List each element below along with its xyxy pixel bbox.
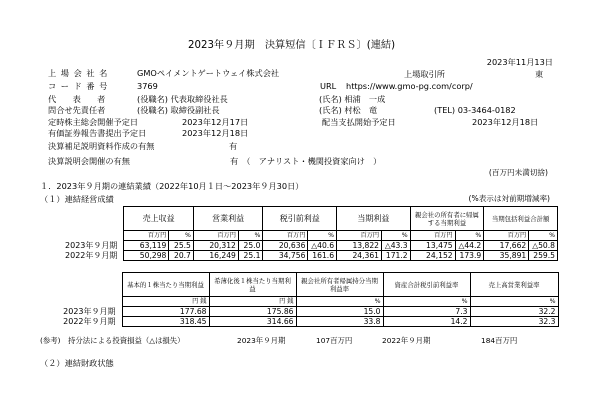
- unit-cell: %: [169, 231, 194, 241]
- percent-cell: 25.0: [238, 241, 263, 251]
- value-cell: 32.3: [470, 317, 558, 327]
- header-profit-attributable-owners: 親会社の所有者に帰属する当期利益: [410, 207, 484, 231]
- table-corner: [38, 207, 124, 231]
- value-cell: 16,249: [193, 251, 238, 261]
- unit-cell: %: [529, 231, 558, 241]
- url-link[interactable]: https://www.gmo-pg.com/corp/: [346, 81, 473, 91]
- value-cell: 33.8: [296, 317, 383, 327]
- unit-cell: %: [308, 231, 337, 241]
- value-cell: 7.3: [383, 307, 470, 317]
- header-comprehensive-income: 当期包括利益合計額: [484, 207, 558, 231]
- value-cell: 50,298: [124, 251, 169, 261]
- supplementary-material-value: 有: [229, 141, 238, 151]
- table-row: [38, 241, 558, 251]
- representative-name: (氏名) 相浦 一成: [319, 94, 386, 104]
- row-label: 2022年９月期: [65, 251, 118, 260]
- briefing-label: 決算説明会開催の有無: [48, 156, 130, 166]
- briefing-value: 有 （ アナリスト・機関投資家向け ）: [230, 156, 382, 166]
- code-value: 3769: [137, 81, 158, 91]
- value-cell: 15.0: [296, 307, 383, 317]
- per-share-table: [38, 272, 559, 327]
- header-operating-margin: 売上高営業利益率: [470, 273, 558, 297]
- percent-cell: 25.5: [169, 241, 194, 251]
- percent-note: (%表示は対前期増減率): [468, 194, 550, 203]
- row-label: 2022年９月期: [63, 317, 116, 326]
- dividend-start-date: 2023年12月18日: [472, 117, 539, 127]
- value-cell: 175.86: [209, 307, 296, 317]
- reference-text: 持分法による投資損益（△は損失）: [68, 336, 185, 345]
- unit-cell: 百万円: [124, 231, 169, 241]
- percent-cell: 161.6: [308, 251, 337, 261]
- header-roe: 親会社所有者帰属持分当期利益率: [296, 273, 383, 297]
- header-revenue: 売上収益: [124, 207, 194, 231]
- value-cell: 63,119: [124, 241, 169, 251]
- reference-value-1: 107百万円: [316, 336, 353, 345]
- unit-cell: 百万円: [263, 231, 308, 241]
- value-cell: 35,891: [484, 251, 529, 261]
- reference-label: (参考): [40, 336, 61, 345]
- value-cell: 17,662: [484, 241, 529, 251]
- report-date: 2023年11月13日: [486, 57, 553, 67]
- subsection-operating-results: （１）連結経営成績: [40, 194, 114, 204]
- url-label: URL: [320, 81, 337, 91]
- rounding-note: (百万円未満切捨): [488, 168, 548, 177]
- unit-cell: 百万円: [410, 231, 455, 241]
- value-cell: 177.68: [122, 307, 209, 317]
- unit-cell: %: [470, 297, 558, 307]
- contact-label: 問合せ先責任者: [48, 105, 106, 115]
- contact-name: (氏名) 村松 竜: [319, 105, 378, 115]
- value-cell: 32.2: [470, 307, 558, 317]
- value-cell: 14.2: [383, 317, 470, 327]
- reference-value-2: 184百万円: [481, 336, 518, 345]
- value-cell: 13,475: [410, 241, 455, 251]
- code-label: コ ー ド 番 号: [48, 81, 109, 91]
- table-row: [38, 307, 558, 317]
- percent-cell: 25.1: [238, 251, 263, 261]
- value-cell: 24,152: [410, 251, 455, 261]
- value-cell: 13,822: [337, 241, 382, 251]
- table-corner: [38, 273, 122, 297]
- supplementary-material-label: 決算補足説明資料作成の有無: [48, 141, 155, 151]
- header-diluted-eps: 希薄化後１株当たり当期利益: [209, 273, 296, 297]
- value-cell: 314.66: [209, 317, 296, 327]
- section-heading: １．2023年９月期の連結業績（2022年10月１日～2023年９月30日）: [40, 181, 304, 191]
- percent-cell: 173.9: [455, 251, 484, 261]
- unit-label-empty: [38, 297, 122, 307]
- shareholders-meeting-date: 2023年12月17日: [182, 117, 249, 127]
- securities-report-label: 有価証券報告書提出予定日: [48, 128, 147, 138]
- representative-label: 代 表 者: [48, 94, 106, 104]
- company-name: GMOペイメントゲートウェイ株式会社: [137, 68, 280, 78]
- reference-period-1: 2023年９月期: [237, 336, 286, 345]
- header-pretax-profit: 税引前利益: [263, 207, 337, 231]
- subsection-financial-position: （２）連結財政状態: [40, 358, 114, 368]
- unit-cell: %: [382, 231, 411, 241]
- contact-tel: (TEL) 03-3464-0182: [434, 105, 516, 115]
- document-title: 2023年９月期 決算短信〔ＩＦＲＳ〕(連結): [188, 40, 396, 51]
- percent-cell: 259.5: [529, 251, 558, 261]
- dividend-start-label: 配当支払開始予定日: [322, 117, 396, 127]
- percent-cell: 171.2: [382, 251, 411, 261]
- unit-cell: %: [455, 231, 484, 241]
- operating-results-table: [38, 206, 558, 261]
- value-cell: 20,312: [193, 241, 238, 251]
- table-row: [38, 251, 558, 261]
- value-cell: 34,756: [263, 251, 308, 261]
- percent-cell: △50.8: [529, 241, 558, 251]
- percent-cell: △43.3: [382, 241, 411, 251]
- shareholders-meeting-label: 定時株主総会開催予定日: [48, 117, 139, 127]
- header-basic-eps: 基本的１株当たり当期利益: [122, 273, 209, 297]
- table-row: [38, 317, 558, 327]
- reference-period-2: 2022年９月期: [382, 336, 431, 345]
- value-cell: 318.45: [122, 317, 209, 327]
- exchange-value: 東: [535, 69, 544, 79]
- securities-report-date: 2023年12月18日: [182, 128, 249, 138]
- header-pretax-roa: 資産合計税引前利益率: [383, 273, 470, 297]
- value-cell: 24,361: [337, 251, 382, 261]
- unit-cell: %: [238, 231, 263, 241]
- header-operating-profit: 営業利益: [193, 207, 263, 231]
- exchange-label: 上場取引所: [404, 69, 445, 79]
- representative-role: (役職名) 代表取締役社長: [137, 94, 228, 104]
- value-cell: 20,636: [263, 241, 308, 251]
- percent-cell: △40.6: [308, 241, 337, 251]
- unit-label-empty: [38, 231, 124, 241]
- unit-cell: %: [296, 297, 383, 307]
- unit-cell: 百万円: [193, 231, 238, 241]
- percent-cell: △44.2: [455, 241, 484, 251]
- unit-cell: 百万円: [337, 231, 382, 241]
- unit-cell: 円 銭: [122, 297, 209, 307]
- unit-cell: 百万円: [484, 231, 529, 241]
- contact-role: (役職名) 取締役副社長: [137, 105, 220, 115]
- row-label: 2023年９月期: [65, 241, 118, 250]
- company-name-label: 上 場 会 社 名: [48, 68, 109, 78]
- header-net-profit: 当期利益: [337, 207, 411, 231]
- unit-cell: %: [383, 297, 470, 307]
- percent-cell: 20.7: [169, 251, 194, 261]
- unit-cell: 円 銭: [209, 297, 296, 307]
- row-label: 2023年９月期: [63, 307, 116, 316]
